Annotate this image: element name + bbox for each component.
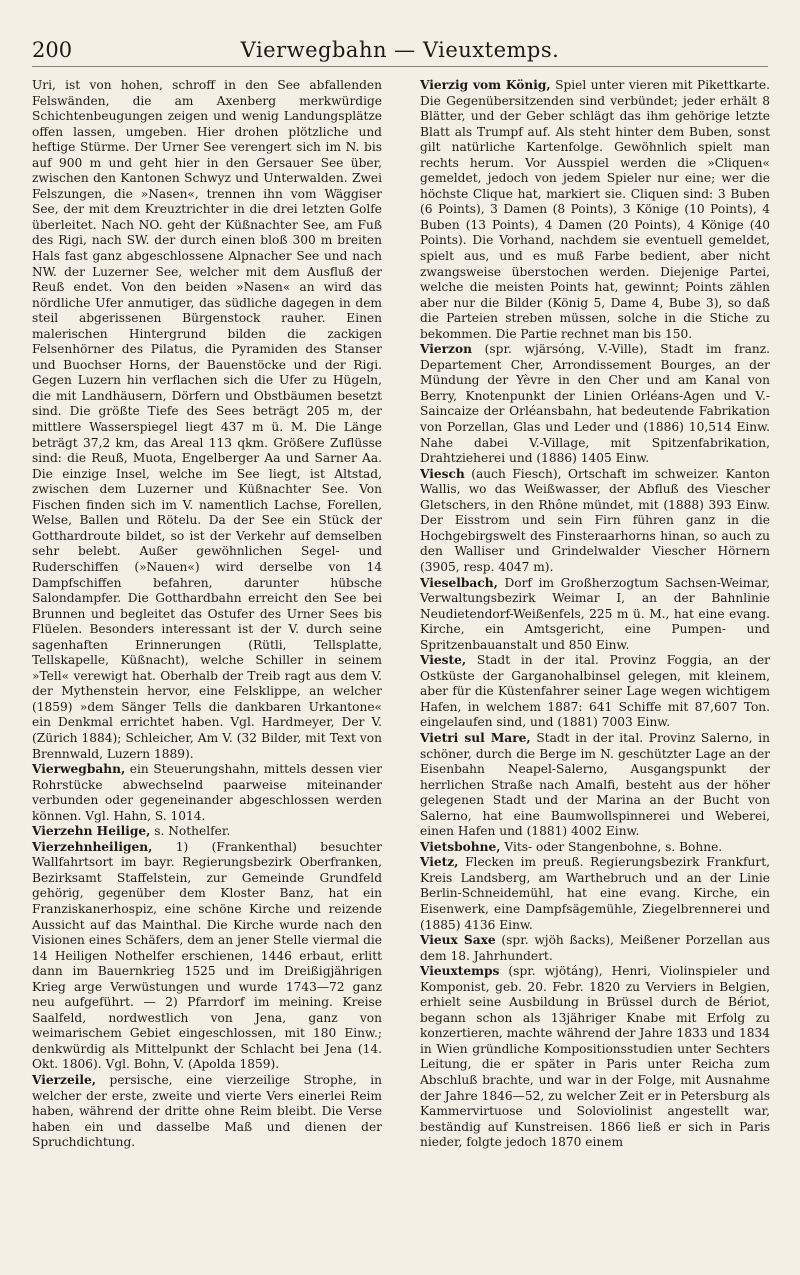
dictionary-entry [420, 576, 770, 654]
dictionary-entry [420, 855, 770, 933]
right-column [420, 78, 770, 1151]
entry-text: (spr. wjärsóng, V.-Ville), Stadt im franz. Departement Cher, Arrondissement Bourges, an der Mündung der Yèvre in den Cher und am Kanal von Berry, Knotenpunkt der Linien Orléans-Agen und V.-Saincaize der Orléansbahn, hat bedeutende Fabrikation von Porzellan, Glas und Leder und (1886) 10,514 Einw. Nahe dabei V.-Village, mit Spitzenfabrikation, Drahtzieherei und (1886) 1405 Einw. [420, 342, 770, 466]
dictionary-entry [420, 964, 770, 1151]
entry-headword: Vierzon [420, 342, 472, 357]
entry-headword: Vieselbach, [420, 575, 498, 590]
entry-text: Stadt in der ital. Provinz Salerno, in schöner, durch die Berge im N. geschützter Lage an der Eisenbahn Neapel-Salerno, Ausgangspunkt der herrlichen Straße nach Amalfi, besteht aus der höher gelegenen Stadt und der Marina an der Bucht von Salerno, hat eine Baumwollspinnerei und Weberei, einen Hafen und (1881) 4002 Einw. [420, 730, 770, 839]
entry-headword: Vierwegbahn, [32, 762, 126, 777]
page-number: 200 [32, 38, 73, 62]
entry-headword: Vietri sul Mare, [420, 730, 531, 745]
entry-headword: Vierzehnheiligen, [32, 839, 153, 854]
entry-headword: Vierzehn Heilige, [32, 824, 151, 839]
entry-headword: Vieste, [420, 653, 467, 668]
entry-text: Uri, ist von hohen, schroff in den See abfallenden Felswänden, die am Axenberg merkwürdige Schichtenbeugungen zeigen und wenig Landungsplätze offen lassen, umgeben. Hier drohen plötzliche und heftige Stürme. Der Urner See verengert sich im N. bis auf 900 m und geht hier in den Gersauer See über, zwischen den Kantonen Schwyz und Unterwalden. Zwei Felszungen, die »Nasen«, trennen ihn vom Wäggiser See, der mit dem Kreuztrichter in die drei letzten Golfe überleitet. Nach NO. geht der Küßnachter See, am Fuß des Rigi, nach SW. der durch einen bloß 300 m breiten Hals fast ganz abgeschlossene Alpnacher See und nach NW. der Luzerner See, welcher mit dem Ausfluß der Reuß endet. Von den beiden »Nasen« an wird das nördliche Ufer anmutiger, das südliche dagegen in dem steil abgerissenen Bürgenstock rauher. Einen malerischen Hintergrund bilden die zackigen Felsenhörner des Pilatus, die Pyramiden des Stanser und Buochser Horns, der Bauenstöcke und der Rigi. Gegen Luzern hin verflachen sich die Ufer zu Hügeln, die mit Landhäusern, Dörfern und Obstbäumen besetzt sind. Die größte Tiefe des Sees beträgt 205 m, der mittlere Wasserspiegel liegt 437 m ü. M. Die Länge beträgt 37,2 km, das Areal 113 qkm. Größere Zuflüsse sind: die Reuß, Muota, Engelberger Aa und Sarner Aa. Die einzige Insel, welche im See liegt, ist Altstad, zwischen dem Luzerner und Küßnachter See. Von Fischen finden sich im V. namentlich Lachse, Forellen, Welse, Ballen und Rötelu. Da der See ein Stück der Gotthardroute bildet, so ist der Verkehr auf demselben sehr belebt. Außer gewöhnlichen Segel- und Ruderschiffen (»Nauen«) wird derselbe von 14 Dampfschiffen befahren, darunter hübsche Salondampfer. Die Gotthardbahn erreicht den See bei Brunnen und begleitet das Ostufer des Urner Sees bis Flüelen. Besonders interessant ist der V. durch seine sagenhaften Erinnerungen (Rütli, Tellsplatte, Tellskapelle, Küßnacht), welche Schiller in seinem »Tell« verewigt hat. Oberhalb der Treib ragt aus dem V. der Mythenstein hervor, eine Felsklippe, an welcher (1859) »dem Sänger Tells die dankbaren Urkantone« ein Denkmal errichtet haben. Vgl. Hardmeyer, Der V. (Zürich 1884); Schleicher, Am V. (32 Bilder, mit Text von Brennwald, Luzern 1889). [32, 78, 382, 761]
entry-text: Vits- oder Stangenbohne, s. Bohne. [500, 839, 723, 854]
dictionary-entry [32, 78, 382, 762]
entry-headword: Viesch [420, 466, 465, 481]
entry-text: (spr. wjöh ßacks), Meißener Porzellan aus dem 18. Jahrhundert. [420, 933, 770, 963]
entry-text: s. Nothelfer. [150, 824, 231, 839]
running-title: Vierwegbahn — Vieuxtemps. [240, 38, 560, 62]
dictionary-entry [32, 840, 382, 1073]
entry-text: Flecken im preuß. Regierungsbezirk Frankfurt, Kreis Landsberg, am Warthebruch und an der Linie Berlin-Schneidemühl, hat eine evang. Kirche, ein Eisenwerk, eine Dampfsägemühle, Ziegelbrennerei und (1885) 4136 Einw. [420, 855, 770, 932]
entry-headword: Vietsbohne, [420, 839, 501, 854]
dictionary-entry [420, 78, 770, 342]
entry-text: Spiel unter vieren mit Pikettkarte. Die Gegenübersitzenden sind verbündet; jeder erhält 8 Blätter, und der Geber schlägt das ihm gehörige letzte Blatt als Trumpf auf. Als steht hinter dem Buben, sonst gilt natürliche Kartenfolge. Gewöhnlich spielt man rechts herum. Vor Ausspiel werden die »Cliquen« gemeldet, jedoch von jedem Spieler nur eine; wer die höchste Clique hat, markiert sie. Cliquen sind: 3 Buben (6 Points), 3 Damen (8 Points), 3 Könige (10 Points), 4 Buben (13 Points), 4 Damen (20 Points), 4 Könige (40 Points). Die Vorhand, nachdem sie eventuell gemeldet, spielt aus, und es muß Farbe bedient, aber nicht zwangsweise überstochen werden. Diejenige Partei, welche die meisten Points hat, gewinnt; Points zählen aber nur die Bilder (König 5, Dame 4, Bube 3), so daß die Parteien streben müssen, solche in die Stiche zu bekommen. Die Partie rechnet man bis 150. [420, 78, 771, 341]
entry-text: 1) (Frankenthal) besuchter Wallfahrtsort im bayr. Regierungsbezirk Oberfranken, Bezirksamt Staffelstein, zur Gemeinde Grundfeld gehörig, gegenüber dem Kloster Banz, hat ein Franziskanerhospiz, eine schöne Kirche und reizende Aussicht auf das Mainthal. Die Kirche wurde nach den Visionen eines Schäfers, dem an jener Stelle viermal die 14 Heiligen Nothelfer erschienen, 1446 erbaut, erlitt dann im Bauernkrieg 1525 und im Dreißigjährigen Krieg arge Verwüstungen und wurde 1743—72 ganz neu aufgeführt. — 2) Pfarrdorf im meining. Kreise Saalfeld, nordwestlich von Jena, ganz von weimarischem Gebiet eingeschlossen, mit 180 Einw.; denkwürdig als Mittelpunkt der Schlacht bei Jena (14. Okt. 1806). Vgl. Bohn, V. (Apolda 1859). [32, 839, 382, 1072]
entry-headword: Vieux Saxe [420, 933, 496, 948]
entry-text: persische, eine vierzeilige Strophe, in welcher der erste, zweite und vierte Vers einerlei Reim haben, während der dritte ohne Reim bleibt. Die Verse haben ein und dasselbe Maß und dienen der Spruchdichtung. [32, 1073, 382, 1150]
dictionary-entry [420, 467, 770, 576]
dictionary-entry [32, 824, 382, 840]
entry-text: Dorf im Großherzogtum Sachsen-Weimar, Verwaltungsbezirk Weimar I, an der Bahnlinie Neudietendorf-Weißenfels, 225 m ü. M., hat eine evang. Kirche, ein Amtsgericht, eine Pumpen- und Spritzenbauanstalt und 850 Einw. [420, 575, 770, 652]
entry-text: (auch Fiesch), Ortschaft im schweizer. Kanton Wallis, wo das Weißwasser, der Abfluß des Viescher Gletschers, in den Rhône mündet, mit (1888) 393 Einw. Der Eisstrom und sein Firn führen ganz in die Hochgebirgswelt des Finsteraarhorns hinan, so auch zu den Walliser und Grindelwalder Viescher Hörnern (3905, resp. 4047 m). [420, 466, 770, 574]
dictionary-entry [420, 840, 770, 856]
dictionary-entry [32, 1073, 382, 1151]
left-column [32, 78, 382, 1151]
page-header [32, 36, 768, 67]
entry-headword: Vierzeile, [32, 1073, 96, 1087]
entry-text: ein Steuerungshahn, mittels dessen vier Rohrstücke abwechselnd paarweise miteinander verbunden oder gegeneinander abgeschlossen werden können. Vgl. Hahn, S. 1014. [32, 762, 382, 823]
entry-headword: Vieuxtemps [420, 964, 500, 979]
entry-headword: Vierzig vom König, [420, 78, 551, 92]
dictionary-entry [420, 933, 770, 964]
entry-text: Stadt in der ital. Provinz Foggia, an der Ostküste der Garganohalbinsel gelegen, mit kleinem, aber für die Küstenfahrer seiner Lage wegen wichtigem Hafen, in welchem 1887: 641 Schiffe mit 87,607 Ton. eingelaufen sind, und (1881) 7003 Einw. [420, 653, 770, 730]
dictionary-entry [32, 762, 382, 824]
dictionary-entry [420, 653, 770, 731]
entry-headword: Vietz, [420, 855, 459, 870]
dictionary-entry [420, 731, 770, 840]
dictionary-entry [420, 342, 770, 466]
entry-text: (spr. wjötáng), Henri, Violinspieler und Komponist, geb. 20. Febr. 1820 zu Verviers in Belgien, erhielt seine Ausbildung in Brüssel durch de Bériot, begann schon als 13jähriger Knabe mit Erfolg zu konzertieren, machte während der Jahre 1833 und 1834 in Wien gründliche Kompositionsstudien unter Sechters Leitung, die er später in Paris unter Reicha zum Abschluß brachte, und war in der Folge, mit Ausnahme der Jahre 1846—52, zu welcher Zeit er in Petersburg als Kammervirtuose und Soloviolinist angestellt war, beständig auf Kunstreisen. 1866 ließ er sich in Paris nieder, folgte jedoch 1870 einem [420, 964, 770, 1150]
